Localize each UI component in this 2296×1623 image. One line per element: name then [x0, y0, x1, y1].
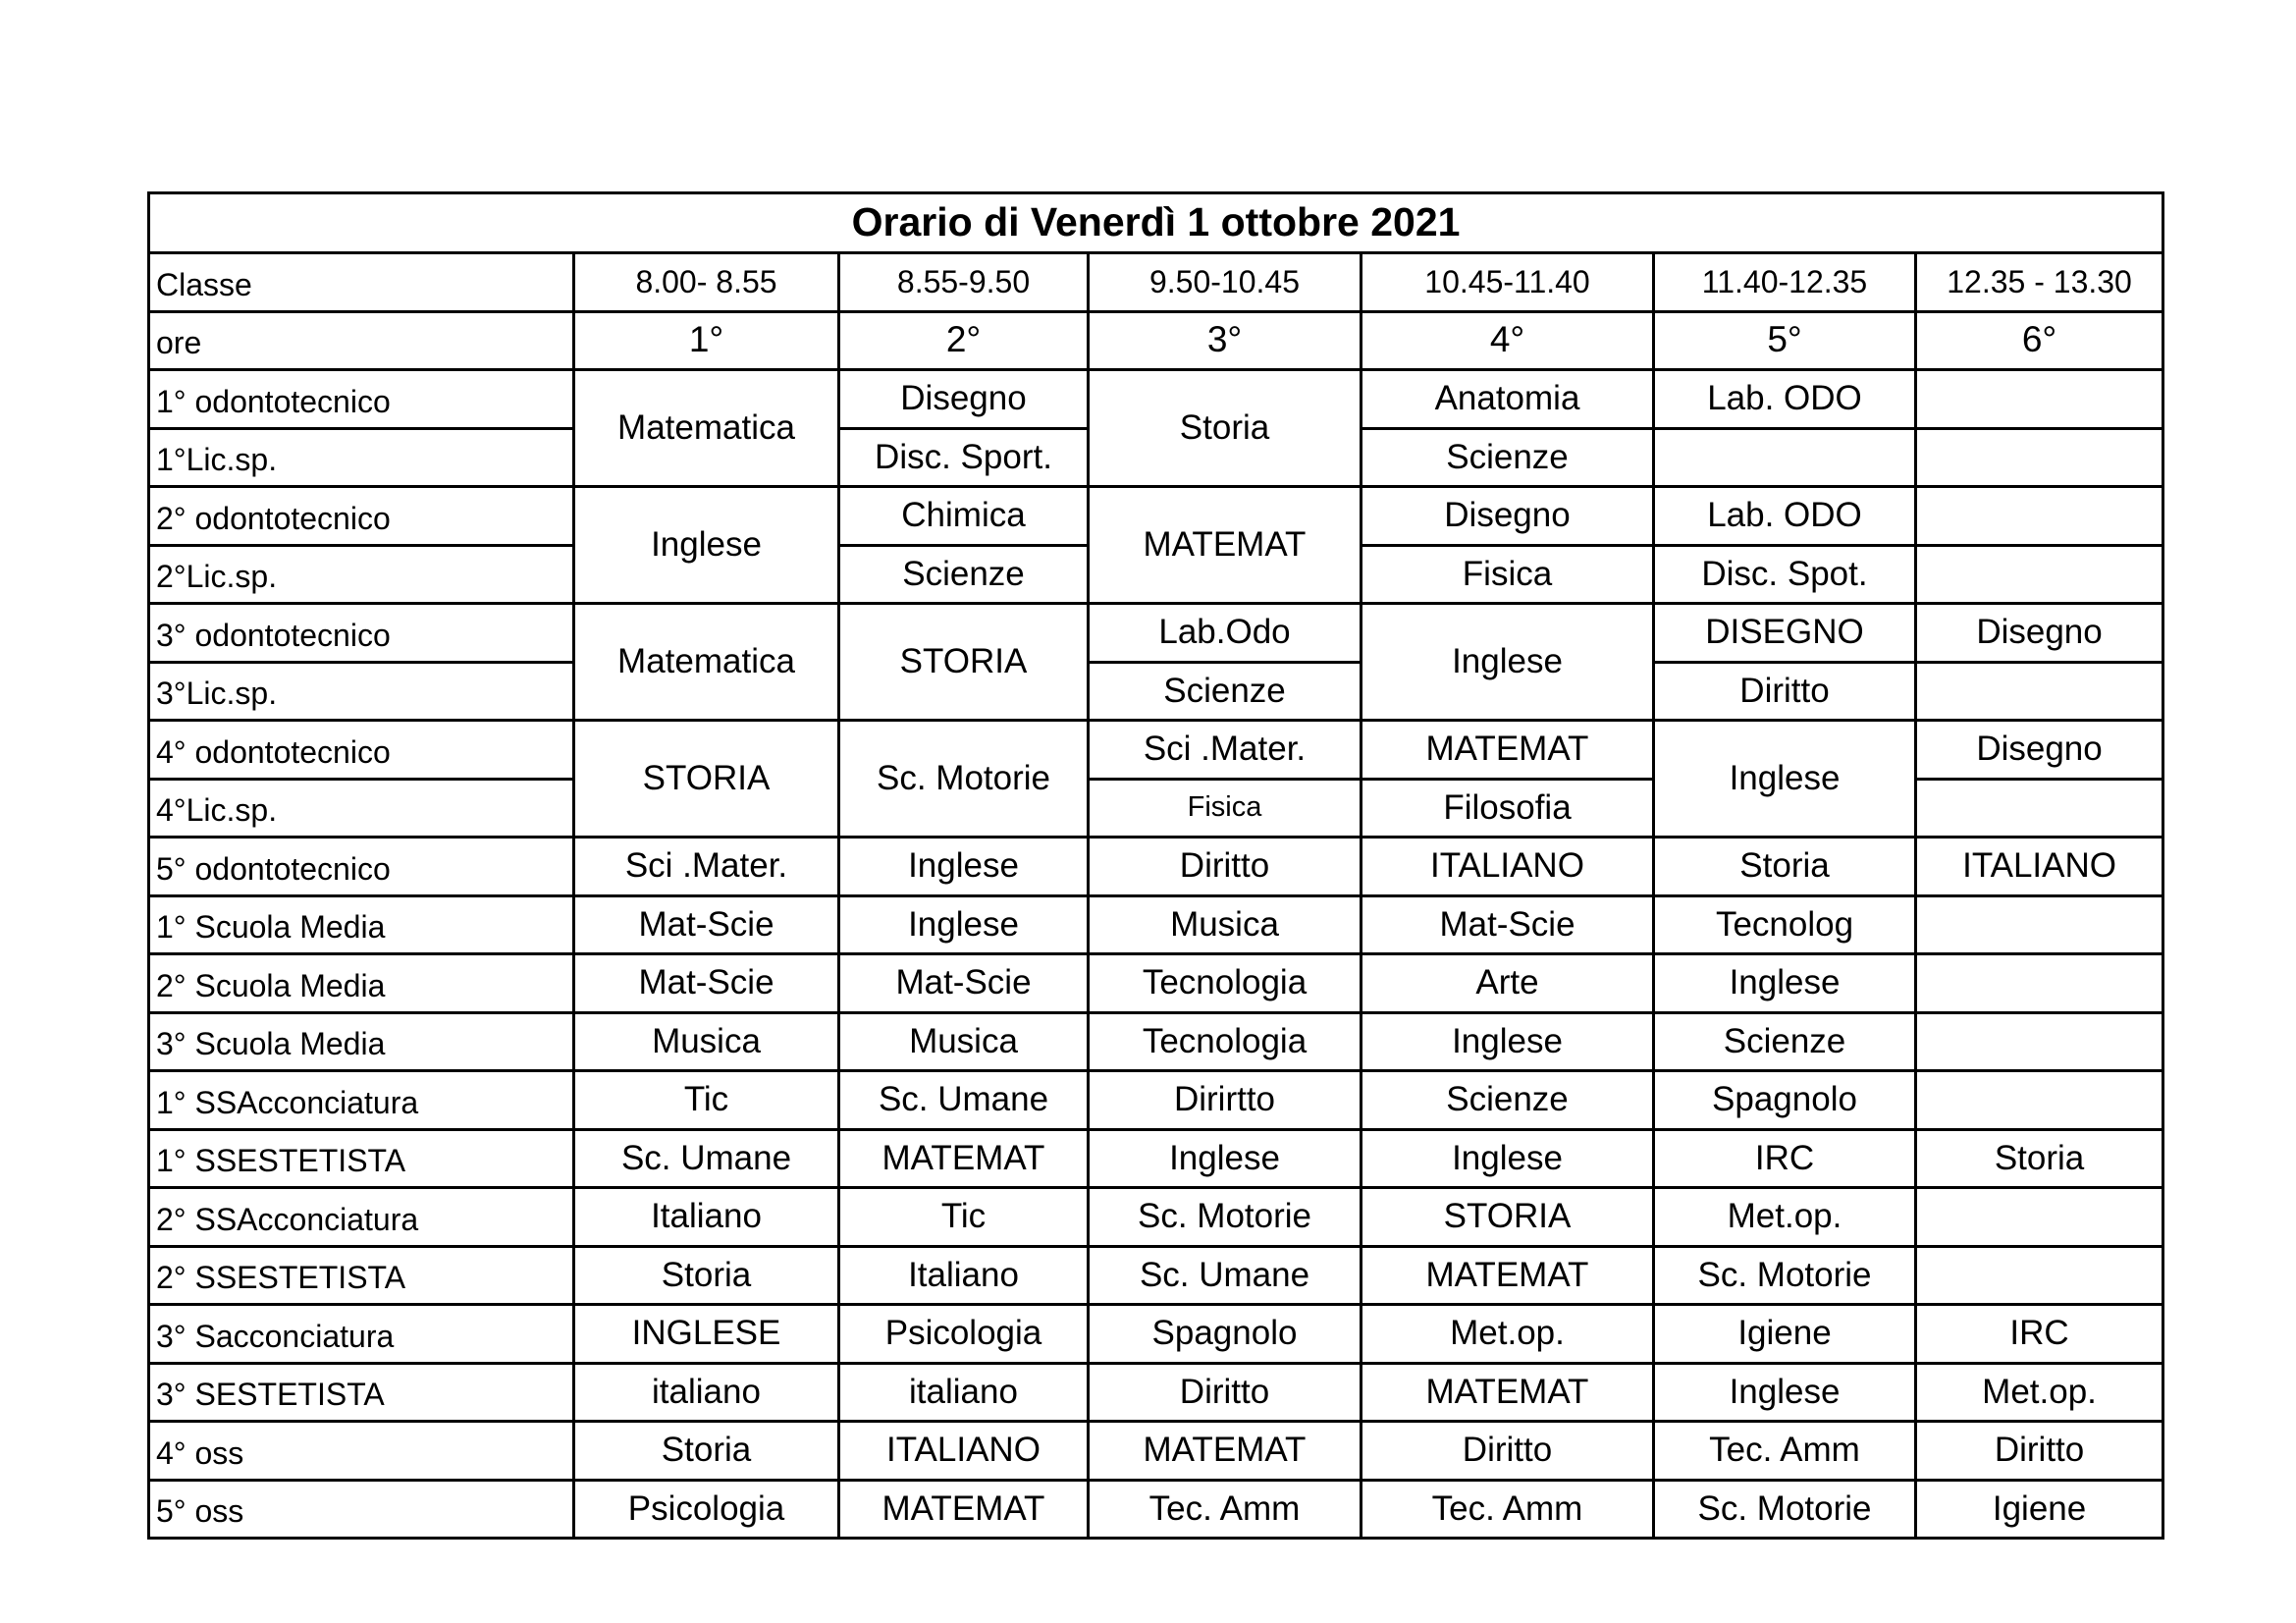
subject-cell: Spagnolo: [1089, 1305, 1362, 1364]
subject-cell: MATEMAT: [1362, 1246, 1654, 1305]
subject-cell: Psicologia: [839, 1305, 1089, 1364]
subject-cell: Inglese: [1654, 1363, 1916, 1422]
subject-cell: Disegno: [839, 370, 1089, 429]
subject-cell: Storia: [1916, 1129, 2163, 1188]
subject-cell: Storia: [574, 1422, 839, 1481]
subject-cell: [1916, 1071, 2163, 1130]
subject-cell: [1916, 662, 2163, 721]
subject-cell: Inglese: [1654, 954, 1916, 1013]
subject-cell: Met.op.: [1916, 1363, 2163, 1422]
subject-cell: Chimica: [839, 487, 1089, 546]
subject-cell: Mat-Scie: [839, 954, 1089, 1013]
subject-cell: Tecnologia: [1089, 1012, 1362, 1071]
subject-cell: Tec. Amm: [1362, 1480, 1654, 1539]
table-row: [149, 838, 2163, 896]
time-header-row: [149, 253, 2163, 312]
subject-cell: Lab. ODO: [1654, 487, 1916, 546]
subject-cell: Sci .Mater.: [574, 838, 839, 896]
time-slot-1: 8.00- 8.55: [574, 253, 839, 312]
subject-cell: Lab.Odo: [1089, 604, 1362, 663]
period-6: 6°: [1916, 311, 2163, 370]
class-name: 1° SSESTETISTA: [149, 1129, 574, 1188]
table-row: [149, 604, 2163, 663]
subject-cell: Diritto: [1089, 838, 1362, 896]
class-name: 3° odontotecnico: [149, 604, 574, 663]
subject-cell: Storia: [574, 1246, 839, 1305]
subject-cell: Scienze: [1362, 1071, 1654, 1130]
period-4: 4°: [1362, 311, 1654, 370]
subject-cell: Psicologia: [574, 1480, 839, 1539]
subject-cell: STORIA: [839, 604, 1089, 721]
period-3: 3°: [1089, 311, 1362, 370]
subject-cell: Inglese: [1362, 604, 1654, 721]
subject-cell: [1916, 1246, 2163, 1305]
subject-cell: Inglese: [574, 487, 839, 604]
time-slot-6: 12.35 - 13.30: [1916, 253, 2163, 312]
subject-cell: Storia: [1089, 370, 1362, 487]
table-row: [149, 1480, 2163, 1539]
subject-cell: Dirirtto: [1089, 1071, 1362, 1130]
subject-cell: STORIA: [1362, 1188, 1654, 1247]
subject-cell: Mat-Scie: [574, 954, 839, 1013]
subject-cell: ITALIANO: [1916, 838, 2163, 896]
subject-cell: Filosofia: [1362, 779, 1654, 838]
subject-cell: Spagnolo: [1654, 1071, 1916, 1130]
class-name: 3° Sacconciatura: [149, 1305, 574, 1364]
subject-cell: [1916, 545, 2163, 604]
subject-cell: Mat-Scie: [1362, 895, 1654, 954]
classe-label: Classe: [149, 253, 574, 312]
subject-cell: Diritto: [1654, 662, 1916, 721]
subject-cell: Fisica: [1089, 779, 1362, 838]
page-title: Orario di Venerdì 1 ottobre 2021: [149, 193, 2163, 253]
period-header-row: [149, 311, 2163, 370]
subject-cell: Anatomia: [1362, 370, 1654, 429]
subject-cell: Musica: [574, 1012, 839, 1071]
subject-cell: MATEMAT: [1362, 721, 1654, 780]
subject-cell: ITALIANO: [839, 1422, 1089, 1481]
class-name: 3°Lic.sp.: [149, 662, 574, 721]
table-row: [149, 487, 2163, 546]
class-name: 2° Scuola Media: [149, 954, 574, 1013]
subject-cell: MATEMAT: [1362, 1363, 1654, 1422]
class-name: 4° odontotecnico: [149, 721, 574, 780]
subject-cell: Sc. Motorie: [1654, 1480, 1916, 1539]
subject-cell: Scienze: [1362, 428, 1654, 487]
table-row: [149, 662, 2163, 721]
table-row: [149, 370, 2163, 429]
class-name: 1° SSAcconciatura: [149, 1071, 574, 1130]
subject-cell: Sc. Umane: [839, 1071, 1089, 1130]
subject-cell: Disc. Spot.: [1654, 545, 1916, 604]
subject-cell: Sc. Motorie: [839, 721, 1089, 838]
period-1: 1°: [574, 311, 839, 370]
subject-cell: italiano: [839, 1363, 1089, 1422]
ore-label: ore: [149, 311, 574, 370]
subject-cell: Inglese: [1089, 1129, 1362, 1188]
subject-cell: Scienze: [1654, 1012, 1916, 1071]
class-name: 1°Lic.sp.: [149, 428, 574, 487]
subject-cell: [1916, 779, 2163, 838]
subject-cell: Lab. ODO: [1654, 370, 1916, 429]
class-name: 2° SSESTETISTA: [149, 1246, 574, 1305]
time-slot-2: 8.55-9.50: [839, 253, 1089, 312]
subject-cell: Diritto: [1089, 1363, 1362, 1422]
table-row: [149, 1422, 2163, 1481]
subject-cell: Italiano: [574, 1188, 839, 1247]
subject-cell: Met.op.: [1362, 1305, 1654, 1364]
subject-cell: INGLESE: [574, 1305, 839, 1364]
table-row: [149, 1129, 2163, 1188]
subject-cell: Met.op.: [1654, 1188, 1916, 1247]
subject-cell: Musica: [839, 1012, 1089, 1071]
class-name: 4°Lic.sp.: [149, 779, 574, 838]
subject-cell: Inglese: [1362, 1012, 1654, 1071]
subject-cell: italiano: [574, 1363, 839, 1422]
subject-cell: MATEMAT: [839, 1480, 1089, 1539]
time-slot-5: 11.40-12.35: [1654, 253, 1916, 312]
subject-cell: Tecnolog: [1654, 895, 1916, 954]
subject-cell: Sc. Umane: [574, 1129, 839, 1188]
subject-cell: Scienze: [1089, 662, 1362, 721]
subject-cell: Disegno: [1916, 604, 2163, 663]
subject-cell: [1916, 370, 2163, 429]
table-row: [149, 1305, 2163, 1364]
subject-cell: Tec. Amm: [1654, 1422, 1916, 1481]
subject-cell: Storia: [1654, 838, 1916, 896]
table-row: [149, 1071, 2163, 1130]
subject-cell: Disegno: [1362, 487, 1654, 546]
subject-cell: [1654, 428, 1916, 487]
subject-cell: Sc. Motorie: [1654, 1246, 1916, 1305]
time-slot-3: 9.50-10.45: [1089, 253, 1362, 312]
subject-cell: [1916, 954, 2163, 1013]
subject-cell: Diritto: [1362, 1422, 1654, 1481]
class-name: 3° Scuola Media: [149, 1012, 574, 1071]
table-row: [149, 1012, 2163, 1071]
period-5: 5°: [1654, 311, 1916, 370]
table-row: [149, 954, 2163, 1013]
subject-cell: Inglese: [1362, 1129, 1654, 1188]
subject-cell: Tecnologia: [1089, 954, 1362, 1013]
class-name: 2°Lic.sp.: [149, 545, 574, 604]
class-name: 5° oss: [149, 1480, 574, 1539]
subject-cell: Tic: [574, 1071, 839, 1130]
class-name: 2° odontotecnico: [149, 487, 574, 546]
subject-cell: Inglese: [839, 838, 1089, 896]
subject-cell: Mat-Scie: [574, 895, 839, 954]
class-name: 2° SSAcconciatura: [149, 1188, 574, 1247]
class-name: 1° odontotecnico: [149, 370, 574, 429]
subject-cell: Diritto: [1916, 1422, 2163, 1481]
subject-cell: Inglese: [839, 895, 1089, 954]
subject-cell: Musica: [1089, 895, 1362, 954]
subject-cell: Matematica: [574, 370, 839, 487]
subject-cell: IRC: [1916, 1305, 2163, 1364]
subject-cell: [1916, 1188, 2163, 1247]
subject-cell: [1916, 487, 2163, 546]
subject-cell: [1916, 1012, 2163, 1071]
subject-cell: ITALIANO: [1362, 838, 1654, 896]
subject-cell: MATEMAT: [1089, 1422, 1362, 1481]
class-name: 1° Scuola Media: [149, 895, 574, 954]
subject-cell: IRC: [1654, 1129, 1916, 1188]
class-name: 3° SESTETISTA: [149, 1363, 574, 1422]
subject-cell: [1916, 895, 2163, 954]
subject-cell: MATEMAT: [839, 1129, 1089, 1188]
subject-cell: Sc. Motorie: [1089, 1188, 1362, 1247]
subject-cell: Arte: [1362, 954, 1654, 1013]
subject-cell: MATEMAT: [1089, 487, 1362, 604]
subject-cell: Tic: [839, 1188, 1089, 1247]
subject-cell: DISEGNO: [1654, 604, 1916, 663]
title-row: [149, 193, 2163, 253]
time-slot-4: 10.45-11.40: [1362, 253, 1654, 312]
subject-cell: STORIA: [574, 721, 839, 838]
table-row: [149, 721, 2163, 780]
subject-cell: Igiene: [1654, 1305, 1916, 1364]
period-2: 2°: [839, 311, 1089, 370]
subject-cell: Matematica: [574, 604, 839, 721]
subject-cell: Italiano: [839, 1246, 1089, 1305]
table-row: [149, 1246, 2163, 1305]
table-row: [149, 895, 2163, 954]
subject-cell: Disc. Sport.: [839, 428, 1089, 487]
table-row: [149, 1188, 2163, 1247]
subject-cell: Igiene: [1916, 1480, 2163, 1539]
timetable: [147, 191, 2164, 1540]
subject-cell: Sci .Mater.: [1089, 721, 1362, 780]
subject-cell: Sc. Umane: [1089, 1246, 1362, 1305]
subject-cell: Tec. Amm: [1089, 1480, 1362, 1539]
subject-cell: [1916, 428, 2163, 487]
subject-cell: Disegno: [1916, 721, 2163, 780]
subject-cell: Inglese: [1654, 721, 1916, 838]
subject-cell: Fisica: [1362, 545, 1654, 604]
table-row: [149, 1363, 2163, 1422]
subject-cell: Scienze: [839, 545, 1089, 604]
class-name: 5° odontotecnico: [149, 838, 574, 896]
class-name: 4° oss: [149, 1422, 574, 1481]
